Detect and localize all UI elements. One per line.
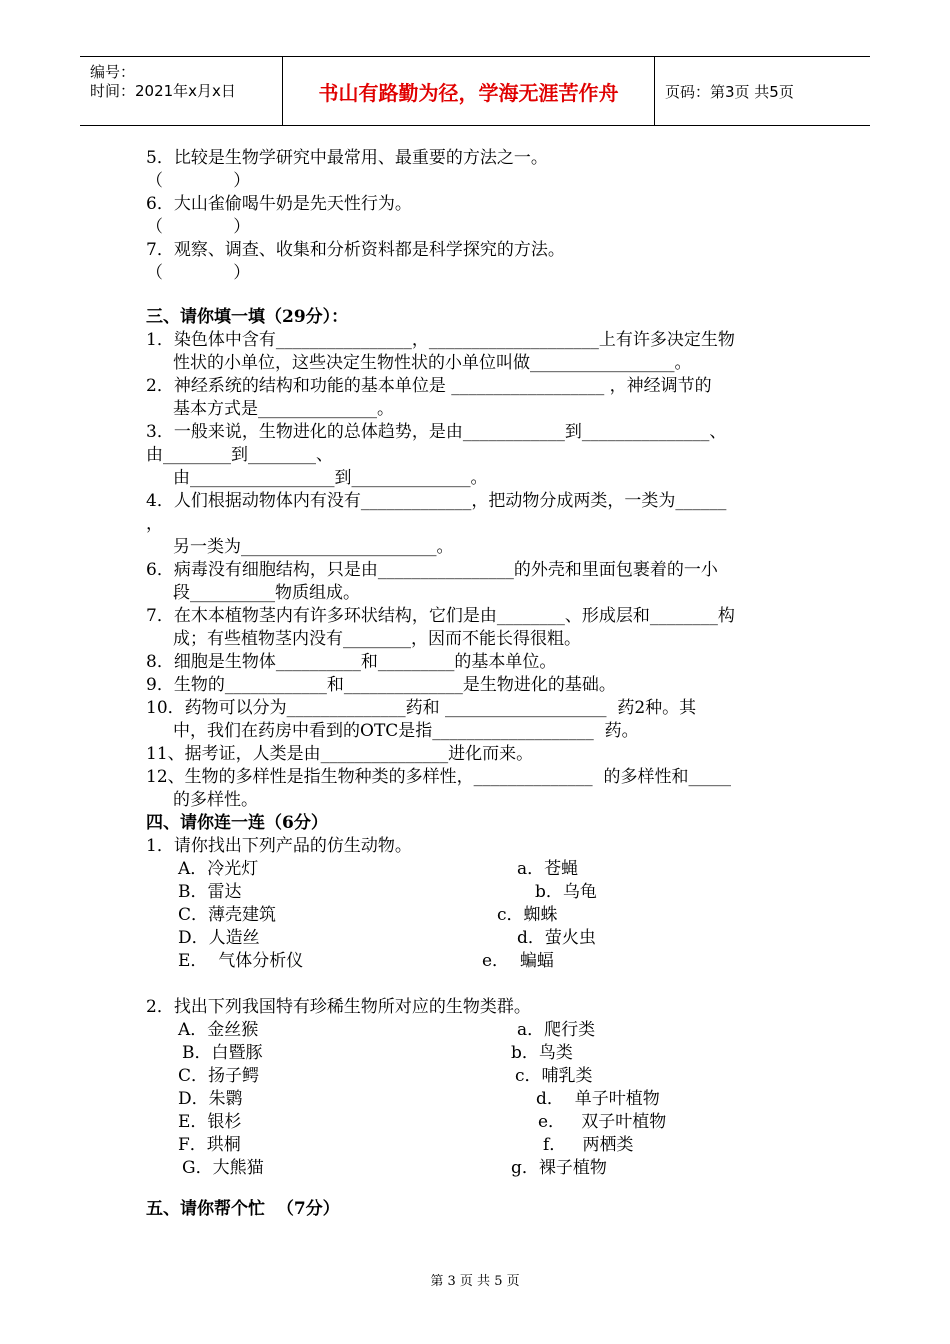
fill-line: 基本方式是______________。 — [146, 399, 395, 419]
fill-line: 10．药物可以分为______________药和 ___________________ 药2种。其 — [146, 698, 697, 718]
connect-left-item: F．珙桐 — [178, 1135, 241, 1155]
connect-left-item: D．朱鹮 — [178, 1089, 243, 1109]
fill-line: 由_________________到______________。 — [146, 468, 488, 488]
connect-right-item: f． 两栖类 — [543, 1135, 634, 1155]
fill-line: ， — [146, 514, 163, 534]
judge-question: 5．比较是生物学研究中最常用、最重要的方法之一。 — [146, 148, 548, 168]
motto: 书山有路勤为径，学海无涯苦作舟 — [283, 57, 655, 125]
judge-question: 7．观察、调查、收集和分析资料都是科学探究的方法。 — [146, 240, 565, 260]
connect-left-item: D．人造丝 — [178, 928, 260, 948]
connect-right-item: e． 双子叶植物 — [538, 1112, 667, 1132]
fill-line: 中，我们在药房中看到的OTC是指___________________ 药。 — [146, 721, 639, 741]
fill-line: 11、据考证，人类是由_______________进化而来。 — [146, 744, 534, 764]
header-meta — [80, 57, 283, 125]
connect-left-item: G．大熊猫 — [182, 1158, 264, 1178]
page-indicator — [655, 57, 870, 125]
fill-line: 3．一般来说，生物进化的总体趋势，是由____________到_______________、 — [146, 422, 727, 442]
fill-line: 7．在木本植物茎内有许多环状结构，它们是由________、形成层和________构 — [146, 606, 735, 626]
connect-left-item: A．金丝猴 — [178, 1020, 259, 1040]
fill-line: 成；有些植物茎内没有________，因而不能长得很粗。 — [146, 629, 582, 649]
fill-line: 由________到________、 — [146, 445, 333, 465]
connect-right-item: b．鸟类 — [511, 1043, 573, 1063]
judge-question: 6．大山雀偷喝牛奶是先天性行为。 — [146, 194, 412, 214]
connect-right-item: a．爬行类 — [517, 1020, 596, 1040]
fill-line: 1．染色体中含有________________，____________________上有许多决定生物 — [146, 330, 735, 350]
connect-right-item: d．萤火虫 — [517, 928, 596, 948]
page-header — [80, 56, 870, 126]
connect-left-item: E． 气体分析仪 — [178, 951, 304, 971]
connect-right-item: c．哺乳类 — [515, 1066, 593, 1086]
connect-left-item: A．冷光灯 — [178, 859, 259, 879]
connect-right-item: c．蜘蛛 — [497, 905, 558, 925]
fill-line: 另一类为_______________________。 — [146, 537, 454, 557]
fill-line: 的多样性。 — [146, 790, 259, 810]
time-label: 时间：2021年x月x日 — [90, 82, 236, 100]
section-title-help: 五、请你帮个忙 （7分） — [146, 1199, 340, 1219]
page-footer: 第 3 页 共 5 页 — [430, 1274, 520, 1289]
fill-line: 4．人们根据动物体内有没有_____________，把动物分成两类，一类为______ — [146, 491, 727, 511]
page-number-label: 页码：第3页 共5页 — [665, 82, 794, 101]
fill-line: 性状的小单位，这些决定生物性状的小单位叫做_________________。 — [146, 353, 692, 373]
connect-left-item: C．薄壳建筑 — [178, 905, 277, 925]
connect-right-item: g．裸子植物 — [511, 1158, 607, 1178]
connect-left-item: E．银杉 — [178, 1112, 242, 1132]
judge-paren: （ ） — [146, 263, 251, 283]
fill-line: 段__________物质组成。 — [146, 583, 361, 603]
connect-right-item: d． 单子叶植物 — [536, 1089, 660, 1109]
connect-left-item: C．扬子鳄 — [178, 1066, 260, 1086]
connect-left-item: B．白暨豚 — [182, 1043, 263, 1063]
fill-line: 9．生物的____________和______________是生物进化的基础。 — [146, 675, 616, 695]
section-title-fill: 三、请你填一填（29分）： — [146, 307, 349, 327]
connect-right-item: b．乌龟 — [535, 882, 597, 902]
section-title-connect: 四、请你连一连（6分） — [146, 813, 328, 833]
connect-right-item: a．苍蝇 — [517, 859, 579, 879]
fill-line: 6．病毒没有细胞结构，只是由________________的外壳和里面包裹着的一小 — [146, 560, 718, 580]
serial-label: 编号： — [90, 63, 136, 81]
connect-question-1: 1．请你找出下列产品的仿生动物。 — [146, 836, 412, 856]
fill-line: 2．神经系统的结构和功能的基本单位是 __________________ ，神经调节的 — [146, 376, 712, 396]
judge-paren: （ ） — [146, 171, 251, 191]
judge-paren: （ ） — [146, 217, 251, 237]
fill-line: 12、生物的多样性是指生物种类的多样性，______________ 的多样性和_____ — [146, 767, 731, 787]
connect-left-item: B．雷达 — [178, 882, 242, 902]
fill-line: 8．细胞是生物体__________和_________的基本单位。 — [146, 652, 557, 672]
connect-question-2: 2．找出下列我国特有珍稀生物所对应的生物类群。 — [146, 997, 531, 1017]
connect-right-item: e． 蝙蝠 — [482, 951, 554, 971]
